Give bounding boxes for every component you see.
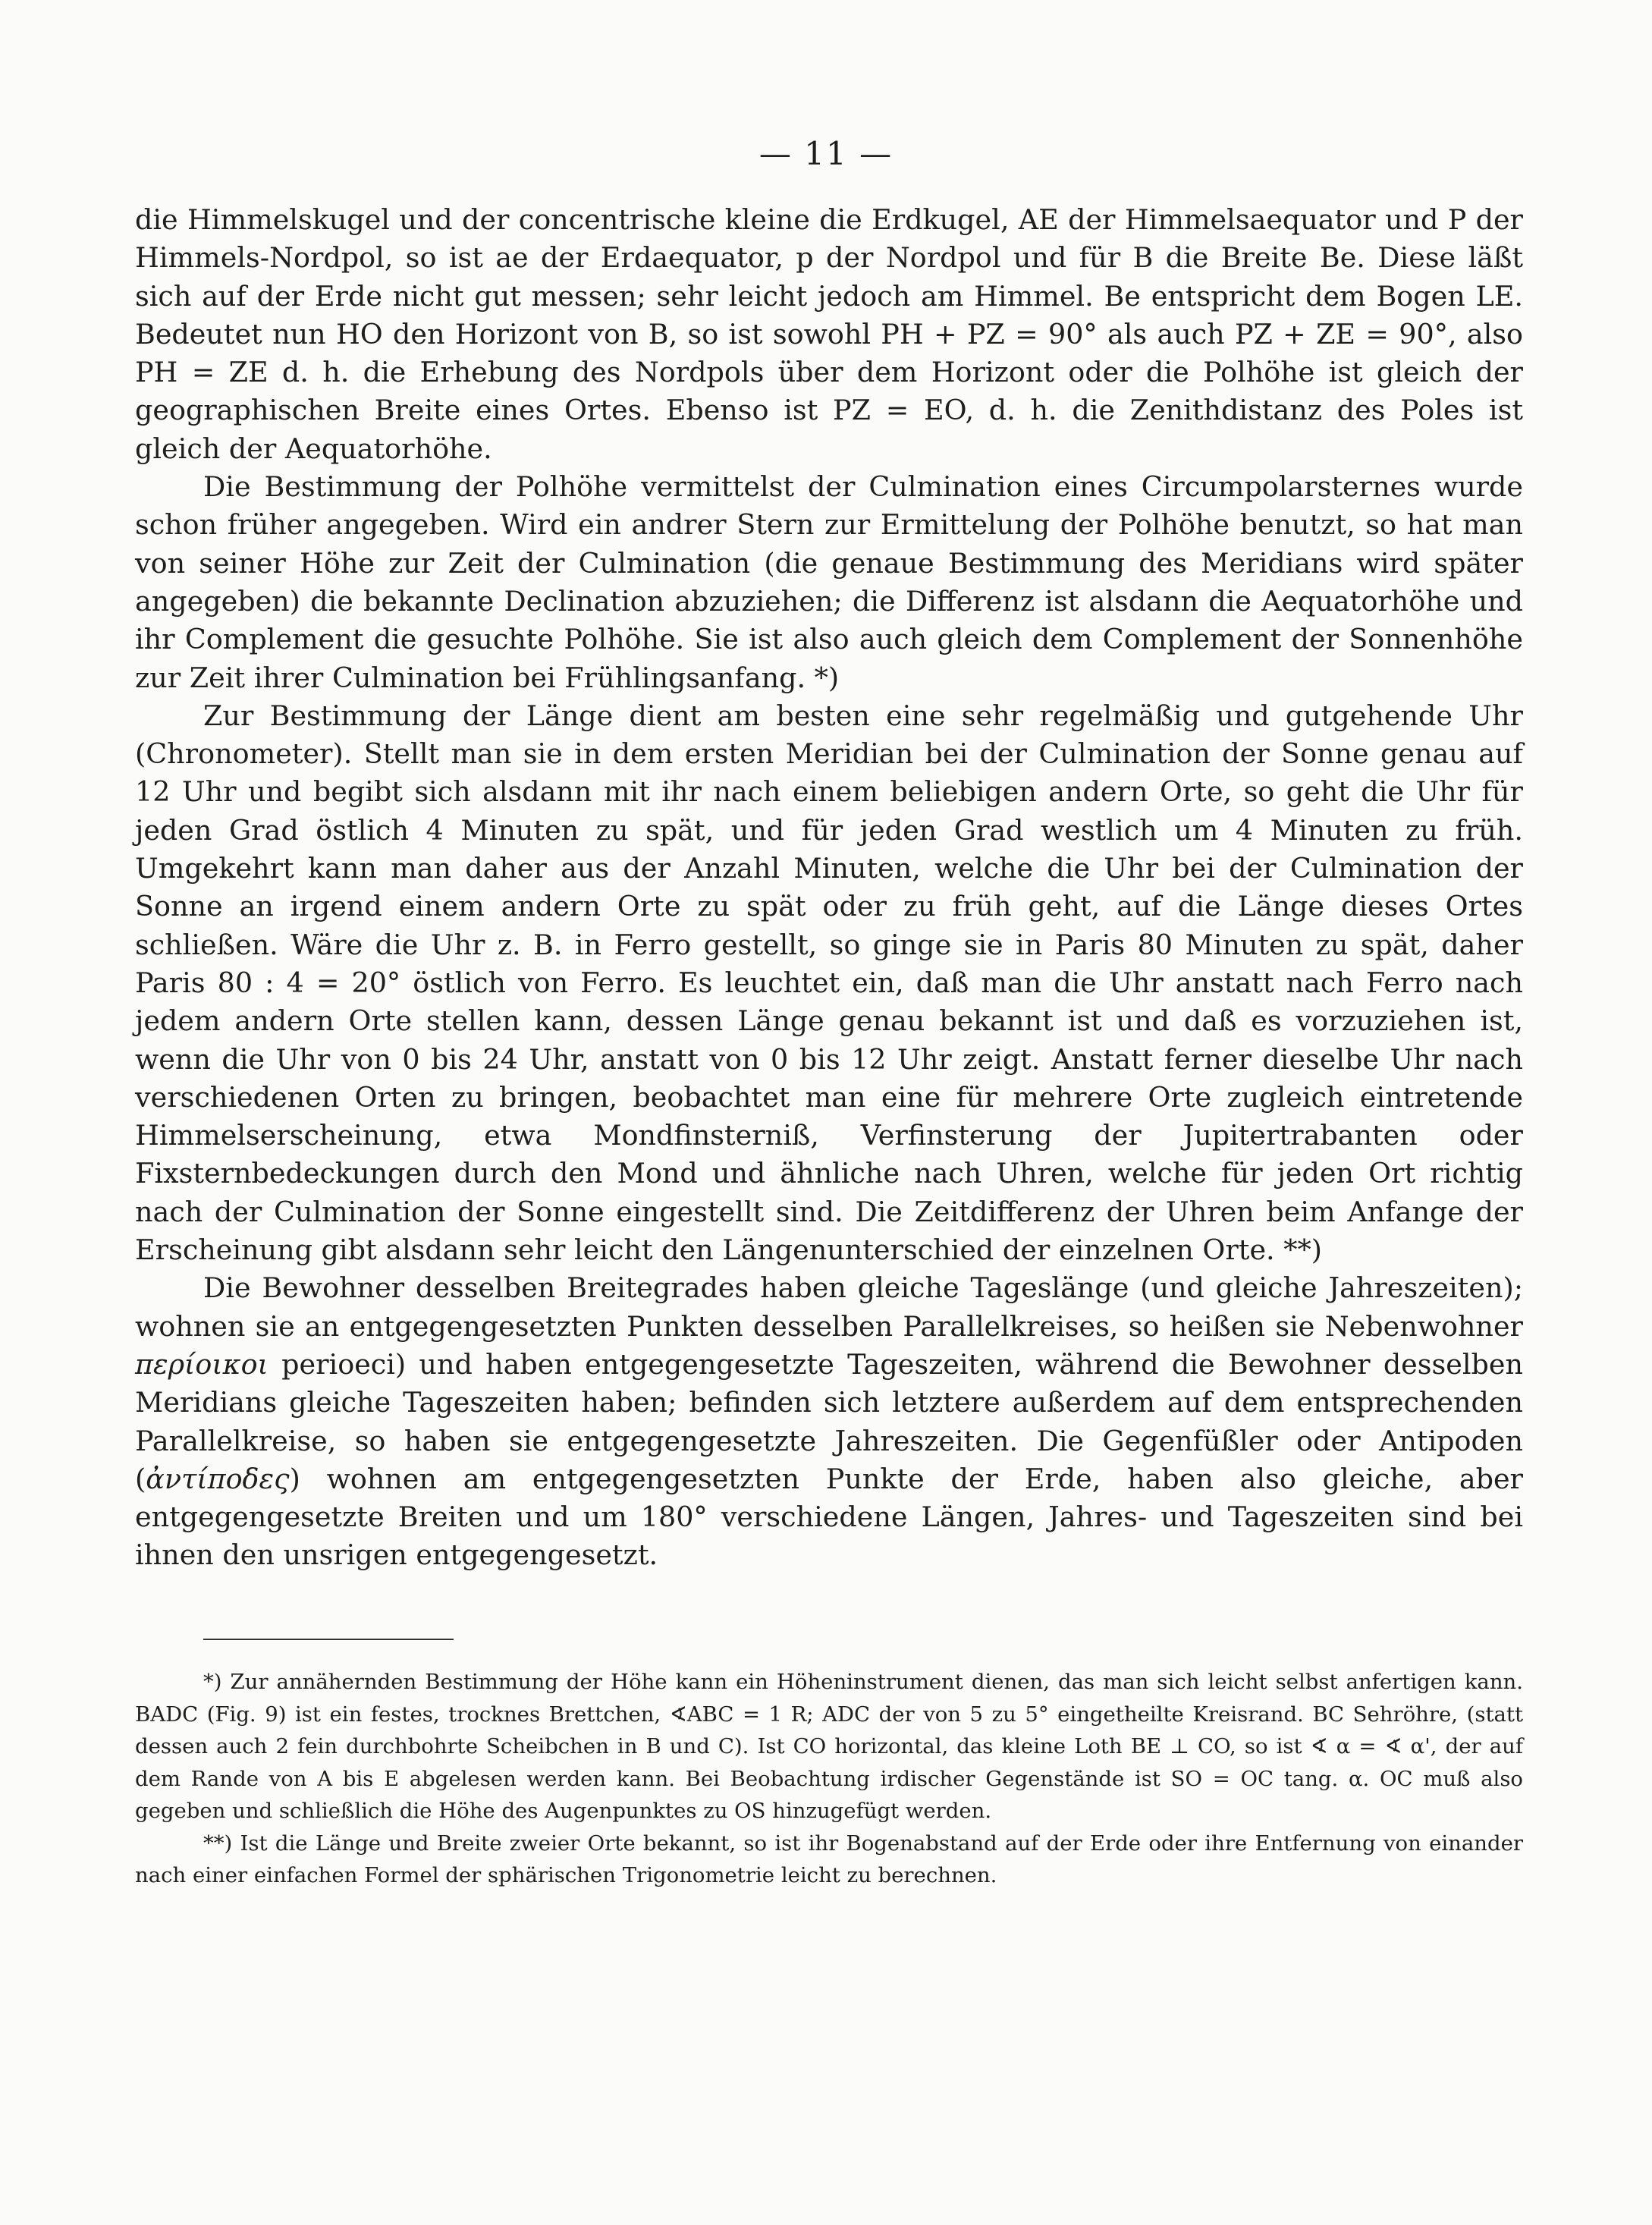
paragraph: die Himmelskugel und der concentrische kleine die Erdkugel, AE der Himmelsaequator und P der Himmels-Nordpol, so ist ae der Erdaequator, p der Nordpol und für B die Breite Be. Diese läßt sich auf der Erde nicht gut messen; sehr leicht jedoch am Himmel. Be entspricht dem Bogen LE. Bedeutet nun HO den Horizont von B, so ist sowohl PH + PZ = 90° als auch PZ + ZE = 90°, also PH = ZE d. h. die Erhebung des Nordpols über dem Horizont oder die Polhöhe ist gleich der geographischen Breite eines Ortes. Ebenso ist PZ = EO, d. h. die Zenithdistanz des Poles ist gleich der Aequatorhöhe. [135,203,1523,465]
footnote: **) Ist die Länge und Breite zweier Orte bekannt, so ist ihr Bogenabstand auf der Erde oder ihre Entfernung von einander nach einer einfachen Formel der sphärischen Trigonometrie leicht zu berechnen. [135,1831,1523,1887]
footnote: *) Zur annähernden Bestimmung der Höhe kann ein Höheninstrument dienen, das man sich leicht selbst anfertigen kann. BADC (Fig. 9) ist ein festes, trocknes Brettchen, ∢ABC = 1 R; ADC der von 5 zu 5° eingetheilte Kreisrand. BC Sehröhre, (statt dessen auch 2 fein durchbohrte Scheibchen in B und C). Ist CO horizontal, das kleine Loth BE ⊥ CO, so ist ∢ α = ∢ α', der auf dem Rande von A bis E abgelesen werden kann. Bei Beobachtung irdischer Gegenstände ist SO = OC tang. α. OC muß also gegeben und schließlich die Höhe des Augenpunktes zu OS hinzugefügt werden. [135,1670,1523,1823]
main-text [135,201,1523,1575]
paragraph-text: ) wohnen am entgegengesetzten Punkte der Erde, haben also gleiche, aber entgegengesetzte Breiten und um 180° verschiedene Längen, Jahres- und Tageszeiten sind bei ihnen den unsrigen entgegengesetzt. [135,1462,1523,1572]
page-number: — 11 — [758,135,894,172]
footnotes [135,1666,1523,1892]
footnote-divider [203,1639,454,1640]
paragraph-text: perioeci) und haben entgegengesetzte Tageszeiten, während die Bewohner desselben Meridians gleiche Tageszeiten haben; befinden sich letztere außerdem auf dem entsprechenden Parallelkreise, so haben sie entgegengesetzte Jahreszeiten. Die Gegenfüßler oder Antipoden ( [135,1347,1523,1495]
greek-term: ἀντίποδες [146,1462,290,1495]
paragraph-text: Die Bewohner desselben Breitegrades haben gleiche Tageslänge (und gleiche Jahreszeiten); wohnen sie an entgegengesetzten Punkten desselben Parallelkreises, so heißen sie Nebenwohner [135,1271,1523,1343]
paragraph [135,1269,1523,1574]
greek-term: περίοικοι [135,1347,269,1381]
paragraph: Zur Bestimmung der Länge dient am besten eine sehr regelmäßig und gutgehende Uhr (Chronometer). Stellt man sie in dem ersten Meridian bei der Culmination der Sonne genau auf 12 Uhr und begibt sich alsdann mit ihr nach einem beliebigen andern Orte, so geht die Uhr für jeden Grad östlich 4 Minuten zu spät, und für jeden Grad westlich um 4 Minuten zu früh. Umgekehrt kann man daher aus der Anzahl Minuten, welche die Uhr bei der Culmination der Sonne an irgend einem andern Orte zu spät oder zu früh geht, auf die Länge dieses Ortes schließen. Wäre die Uhr z. B. in Ferro gestellt, so ginge sie in Paris 80 Minuten zu spät, daher Paris 80 : 4 = 20° östlich von Ferro. Es leuchtet ein, daß man die Uhr anstatt nach Ferro nach jedem andern Orte stellen kann, dessen Länge genau bekannt ist und daß es vorzuziehen ist, wenn die Uhr von 0 bis 24 Uhr, anstatt von 0 bis 12 Uhr zeigt. Anstatt ferner dieselbe Uhr nach verschiedenen Orten zu bringen, beobachtet man eine für mehrere Orte zugleich eintretende Himmelserscheinung, etwa Mondfinsterniß, Verfinsterung der Jupitertrabanten oder Fixsternbedeckungen durch den Mond und ähnliche nach Uhren, welche für jeden Ort richtig nach der Culmination der Sonne eingestellt sind. Die Zeitdifferenz der Uhren beim Anfange der Erscheinung gibt alsdann sehr leicht den Längenunterschied der einzelnen Orte. **) [135,699,1523,1267]
paragraph: Die Bestimmung der Polhöhe vermittelst der Culmination eines Circumpolarsternes wurde schon früher angegeben. Wird ein andrer Stern zur Ermittelung der Polhöhe benutzt, so hat man von seiner Höhe zur Zeit der Culmination (die genaue Bestimmung des Meridians wird später angegeben) die bekannte Declination abzuziehen; die Differenz ist alsdann die Aequatorhöhe und ihr Complement die gesuchte Polhöhe. Sie ist also auch gleich dem Complement der Sonnenhöhe zur Zeit ihrer Culmination bei Frühlingsanfang. *) [135,470,1523,694]
